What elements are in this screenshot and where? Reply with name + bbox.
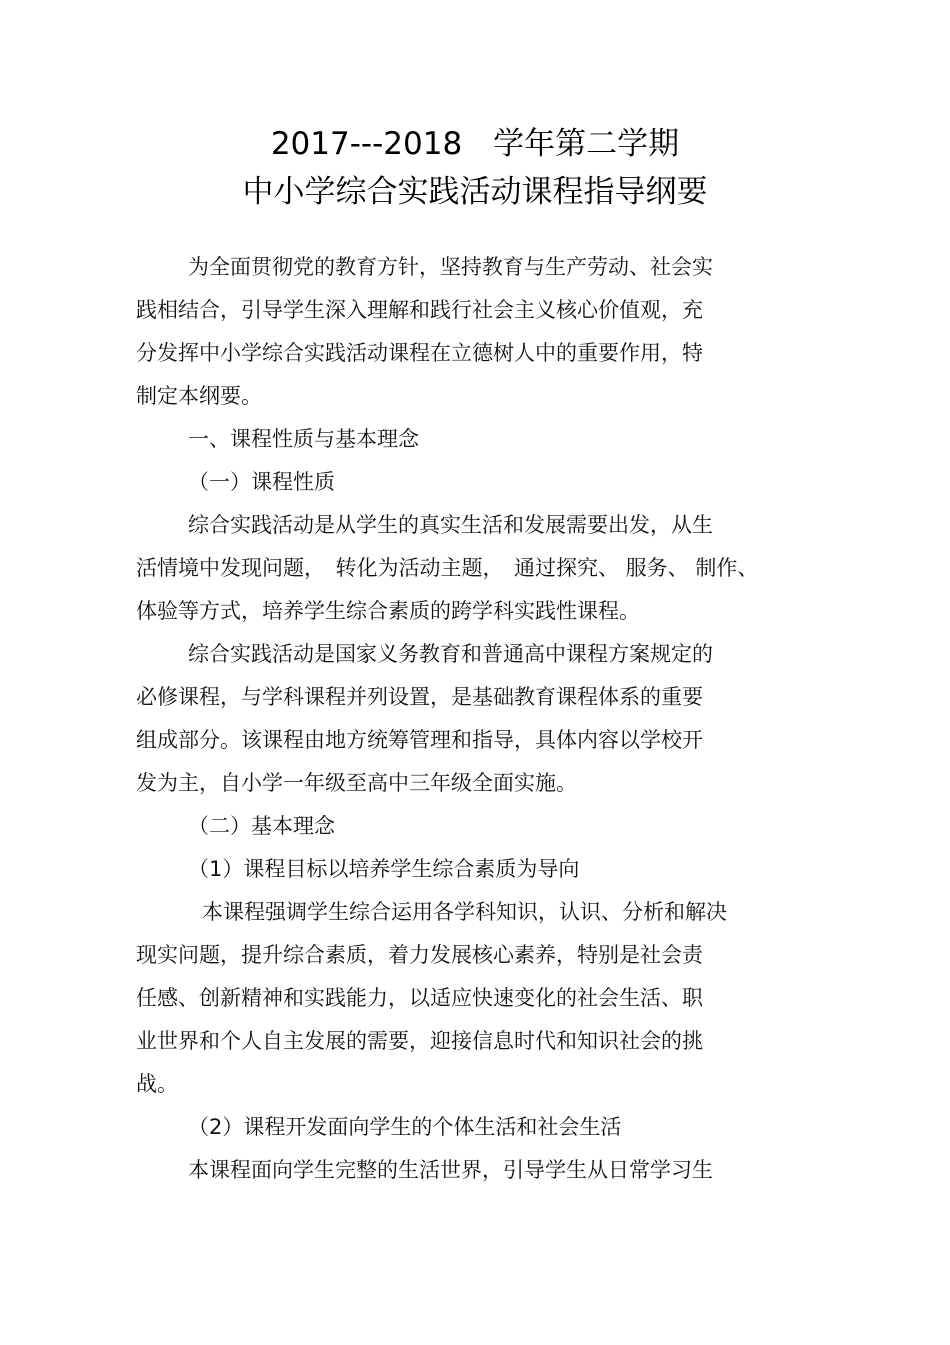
text-line: 为全面贯彻党的教育方针，坚持教育与生产劳动、社会实 bbox=[188, 255, 713, 279]
document-title-year: 2017---2018 学年第二学期 bbox=[270, 126, 680, 162]
text-line: 必修课程，与学科课程并列设置，是基础教育课程体系的重要 bbox=[136, 685, 703, 709]
text-line: 现实问题，提升综合素质，着力发展核心素养，特别是社会责 bbox=[136, 943, 703, 967]
text-line: 业世界和个人自主发展的需要，迎接信息时代和知识社会的挑 bbox=[136, 1029, 703, 1053]
text-line: 发为主，自小学一年级至高中三年级全面实施。 bbox=[136, 771, 577, 795]
text-line: 体验等方式，培养学生综合素质的跨学科实践性课程。 bbox=[136, 599, 640, 623]
text-line: 制定本纲要。 bbox=[136, 384, 262, 408]
subsection-heading: （一）课程性质 bbox=[188, 470, 335, 494]
item-heading: （2）课程开发面向学生的个体生活和社会生活 bbox=[188, 1115, 622, 1139]
item-heading: （1）课程目标以培养学生综合素质为导向 bbox=[188, 857, 580, 881]
text-line: 践相结合，引导学生深入理解和践行社会主义核心价值观，充 bbox=[136, 298, 703, 322]
text-line: 活情境中发现问题， 转化为活动主题， 通过探究、 服务、 制作、 bbox=[136, 556, 759, 580]
text-line: 分发挥中小学综合实践活动课程在立德树人中的重要作用，特 bbox=[136, 341, 703, 365]
text-line: 本课程强调学生综合运用各学科知识，认识、分析和解决 bbox=[202, 900, 727, 924]
document-title: 中小学综合实践活动课程指导纲要 bbox=[242, 174, 708, 210]
text-line: 任感、创新精神和实践能力，以适应快速变化的社会生活、职 bbox=[136, 986, 703, 1010]
text-line: 综合实践活动是从学生的真实生活和发展需要出发，从生 bbox=[188, 513, 713, 537]
text-line: 组成部分。该课程由地方统筹管理和指导，具体内容以学校开 bbox=[136, 728, 703, 752]
section-heading: 一、课程性质与基本理念 bbox=[188, 427, 419, 451]
text-line: 综合实践活动是国家义务教育和普通高中课程方案规定的 bbox=[188, 642, 713, 666]
subsection-heading: （二）基本理念 bbox=[188, 814, 335, 838]
text-line: 战。 bbox=[136, 1072, 178, 1096]
text-line: 本课程面向学生完整的生活世界，引导学生从日常学习生 bbox=[188, 1158, 713, 1182]
